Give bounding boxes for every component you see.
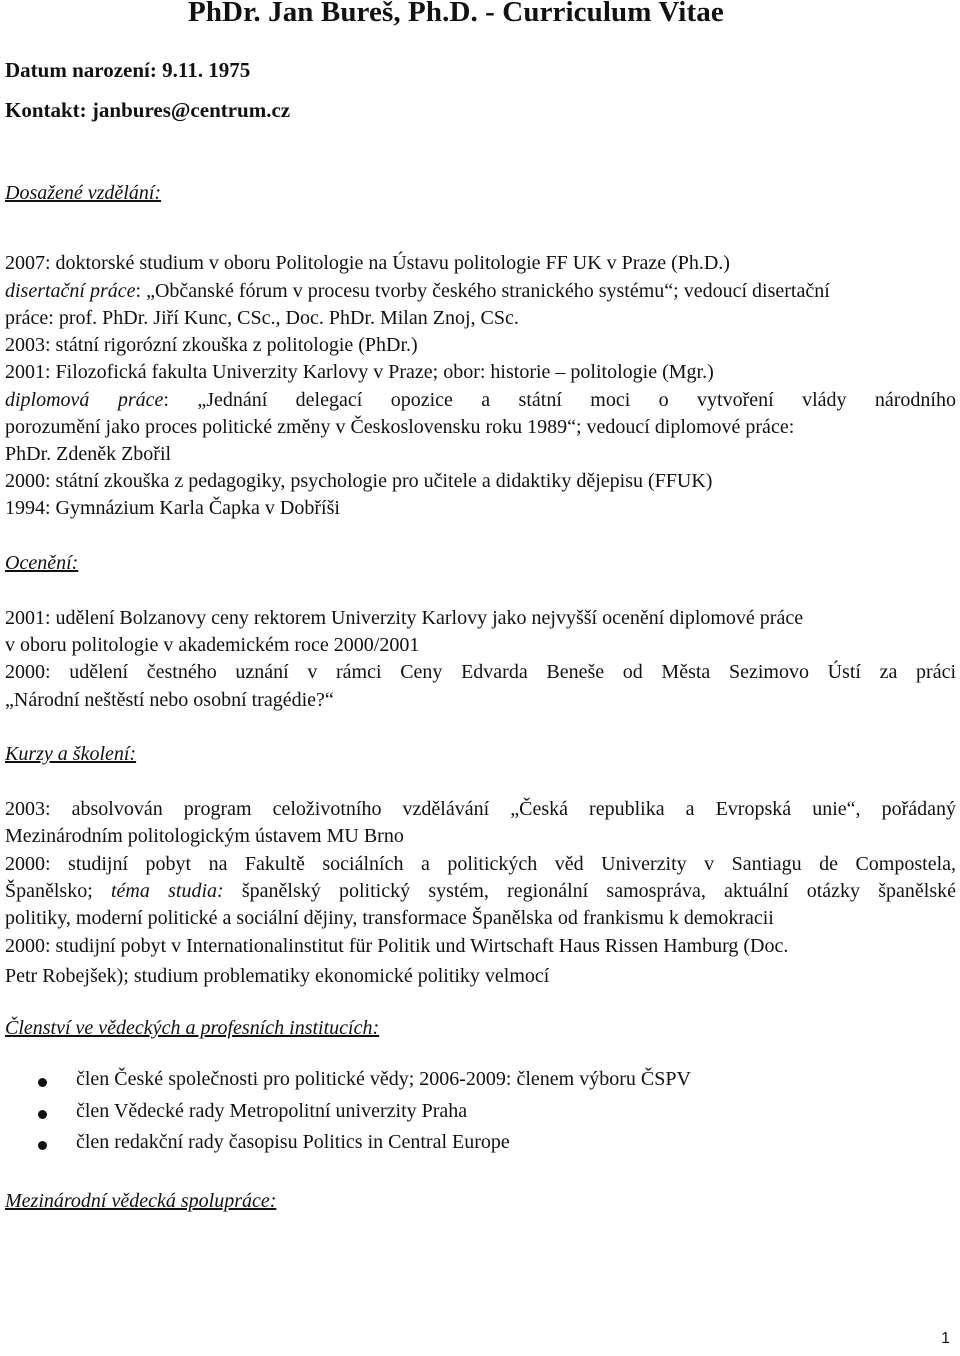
- awards-heading: Ocenění:: [5, 552, 79, 574]
- bullet-icon: [38, 1141, 47, 1150]
- cooperation-heading: Mezinárodní vědecká spolupráce:: [5, 1190, 277, 1212]
- courses-heading: Kurzy a školení:: [5, 743, 137, 765]
- education-line-8: PhDr. Zdeněk Zbořil: [5, 443, 172, 465]
- education-line-5: 2001: Filozofická fakulta Univerzity Karlovy v Praze; obor: historie – politologie (Mgr.): [5, 361, 714, 383]
- education-line-6: [5, 387, 956, 414]
- dissertation-title: : „Občanské fórum v procesu tvorby českého stranického systému“; vedoucí disertační: [135, 280, 830, 302]
- awards-line-2: v oboru politologie v akademickém roce 2000/2001: [5, 634, 420, 656]
- page-number: 1: [941, 1330, 950, 1347]
- courses-country: Španělsko;: [5, 880, 111, 902]
- courses-line-4: [5, 878, 956, 905]
- awards-line-3: 2000: udělení čestného uznání v rámci Ceny Edvarda Beneše od Města Sezimovo Ústí za práci: [5, 661, 956, 683]
- study-topics: španělský politický systém, regionální samospráva, aktuální otázky španělské: [223, 880, 956, 902]
- courses-line-7: Petr Robejšek); studium problematiky ekonomické politiky velmocí: [5, 965, 550, 987]
- bullet-icon: [38, 1110, 47, 1119]
- bullet-icon: [38, 1078, 47, 1087]
- awards-line-1: 2001: udělení Bolzanovy ceny rektorem Univerzity Karlovy jako nejvyšší ocenění diplomové práce: [5, 607, 804, 629]
- education-line-10: 1994: Gymnázium Karla Čapka v Dobříši: [5, 497, 340, 519]
- study-topic-label: téma studia:: [111, 880, 224, 902]
- courses-line-3: 2000: studijní pobyt na Fakultě sociálních a politických věd Univerzity v Santiagu de Compostela,: [5, 853, 956, 875]
- awards-line-4: „Národní neštěstí nebo osobní tragédie?“: [5, 689, 334, 711]
- courses-line-2: Mezinárodním politologickým ústavem MU Brno: [5, 825, 404, 847]
- education-line-3: práce: prof. PhDr. Jiří Kunc, CSc., Doc. PhDr. Milan Znoj, CSc.: [5, 307, 519, 329]
- education-line-2: [5, 278, 956, 305]
- education-line-4: 2003: státní rigorózní zkouška z politologie (PhDr.): [5, 334, 418, 356]
- courses-line-6: 2000: studijní pobyt v Internationalinstitut für Politik und Wirtschaft Haus Rissen Hamburg (Doc.: [5, 935, 789, 957]
- thesis-title: : „Jednání delegací opozice a státní moci o vytvoření vlády národního: [163, 389, 956, 411]
- contact: Kontakt: janbures@centrum.cz: [5, 98, 291, 122]
- education-line-9: 2000: státní zkouška z pedagogiky, psychologie pro učitele a didaktiky dějepisu (FFUK): [5, 470, 713, 492]
- thesis-label: diplomová práce: [5, 389, 164, 411]
- education-heading: Dosažené vzdělání:: [5, 182, 162, 204]
- page-title: PhDr. Jan Bureš, Ph.D. - Curriculum Vitae: [188, 0, 724, 28]
- date-of-birth: Datum narození: 9.11. 1975: [5, 58, 251, 82]
- courses-line-5: politiky, moderní politické a sociální dějiny, transformace Španělska od frankismu k demokracii: [5, 907, 774, 929]
- courses-line-1: 2003: absolvován program celoživotního vzdělávání „Česká republika a Evropská unie“, pořádaný: [5, 798, 956, 820]
- education-line-1: 2007: doktorské studium v oboru Politologie na Ústavu politologie FF UK v Praze (Ph.D.): [5, 252, 730, 274]
- education-line-7: porozumění jako proces politické změny v Československu roku 1989“; vedoucí diplomové práce:: [5, 416, 795, 438]
- dissertation-label: disertační práce: [5, 280, 136, 302]
- membership-heading: Členství ve vědeckých a profesních institucích:: [5, 1017, 380, 1039]
